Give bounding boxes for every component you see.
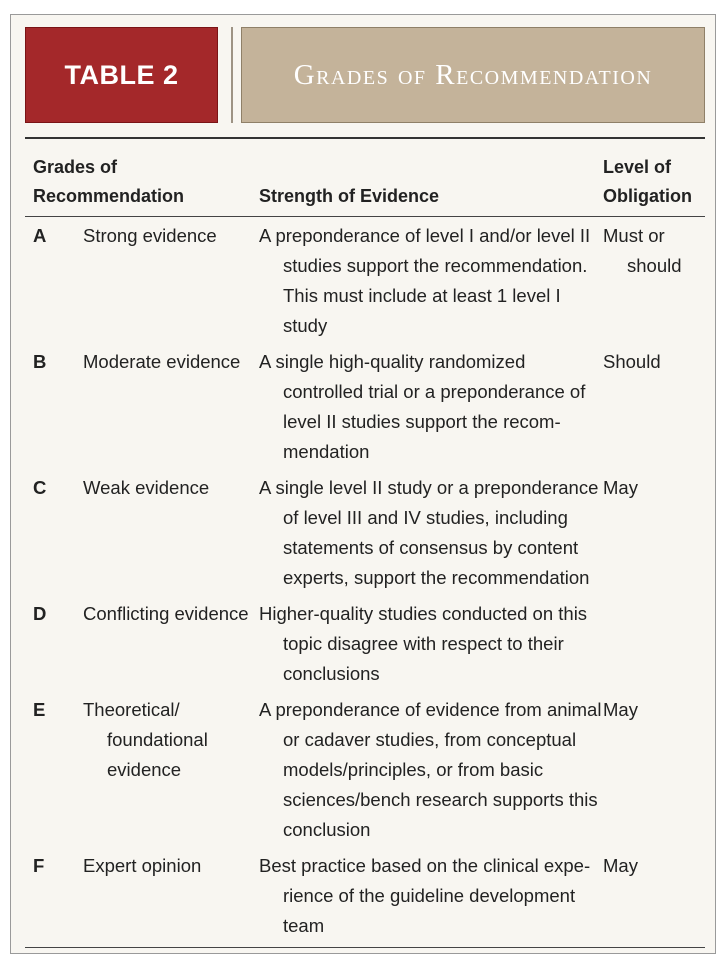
grade-name: Expert opinion [83, 855, 202, 876]
strength-of-evidence: A preponderance of evidence from animal or cadaver studies, from conceptual models/principles, or from basic sciences/bench research supports this conclusion [259, 699, 602, 840]
table-row [25, 473, 705, 599]
table-row [25, 851, 705, 947]
table-title: Grades of Recommendation [241, 27, 705, 123]
strength-of-evidence: Best practice based on the clinical expe-rience of the guideline development team [259, 855, 591, 936]
column-header-grade: Grades of Recommendation [33, 157, 185, 206]
level-of-obligation: May [603, 477, 638, 498]
table-row [25, 695, 705, 851]
grade-name: Moderate evidence [83, 351, 241, 372]
table-row [25, 347, 705, 473]
header-rule [25, 216, 705, 217]
bottom-rule [25, 947, 705, 948]
table-frame [10, 14, 716, 954]
grade-name: Strong evidence [83, 225, 217, 246]
column-header-strength: Strength of Evidence [259, 186, 440, 206]
column-headers [25, 145, 705, 215]
grade-letter: A [33, 225, 47, 246]
table-row [25, 221, 705, 347]
strength-of-evidence: A preponderance of level I and/or level II studies support the recommendation. This must include at least 1 level I study [259, 225, 591, 336]
grade-name: Conflicting evidence [83, 603, 249, 624]
table-row [25, 599, 705, 695]
grade-name: Theoretical/ foundational evidence [83, 699, 208, 780]
top-rule [25, 137, 705, 139]
level-of-obligation: Must or should [603, 225, 682, 276]
level-of-obligation: Should [603, 351, 661, 372]
strength-of-evidence: Higher-quality studies conducted on this topic disagree with respect to their conclusions [259, 603, 588, 684]
grade-letter: B [33, 351, 47, 372]
grade-letter: F [33, 855, 45, 876]
column-header-obligation: Level of Obligation [603, 157, 692, 206]
grade-name: Weak evidence [83, 477, 210, 498]
level-of-obligation: May [603, 855, 638, 876]
recommendation-table [25, 145, 705, 948]
level-of-obligation: May [603, 699, 638, 720]
strength-of-evidence: A single level II study or a preponderance of level III and IV studies, including statements of consensus by content experts, support the recommendation [259, 477, 599, 588]
grade-letter: E [33, 699, 46, 720]
table-header [25, 27, 705, 125]
table-number-tag: TABLE 2 [25, 27, 218, 123]
strength-of-evidence: A single high-quality randomized controlled trial or a preponderance of level II studies support the recom-mendation [259, 351, 586, 462]
header-divider [231, 27, 233, 123]
grade-letter: C [33, 477, 47, 498]
grade-letter: D [33, 603, 47, 624]
